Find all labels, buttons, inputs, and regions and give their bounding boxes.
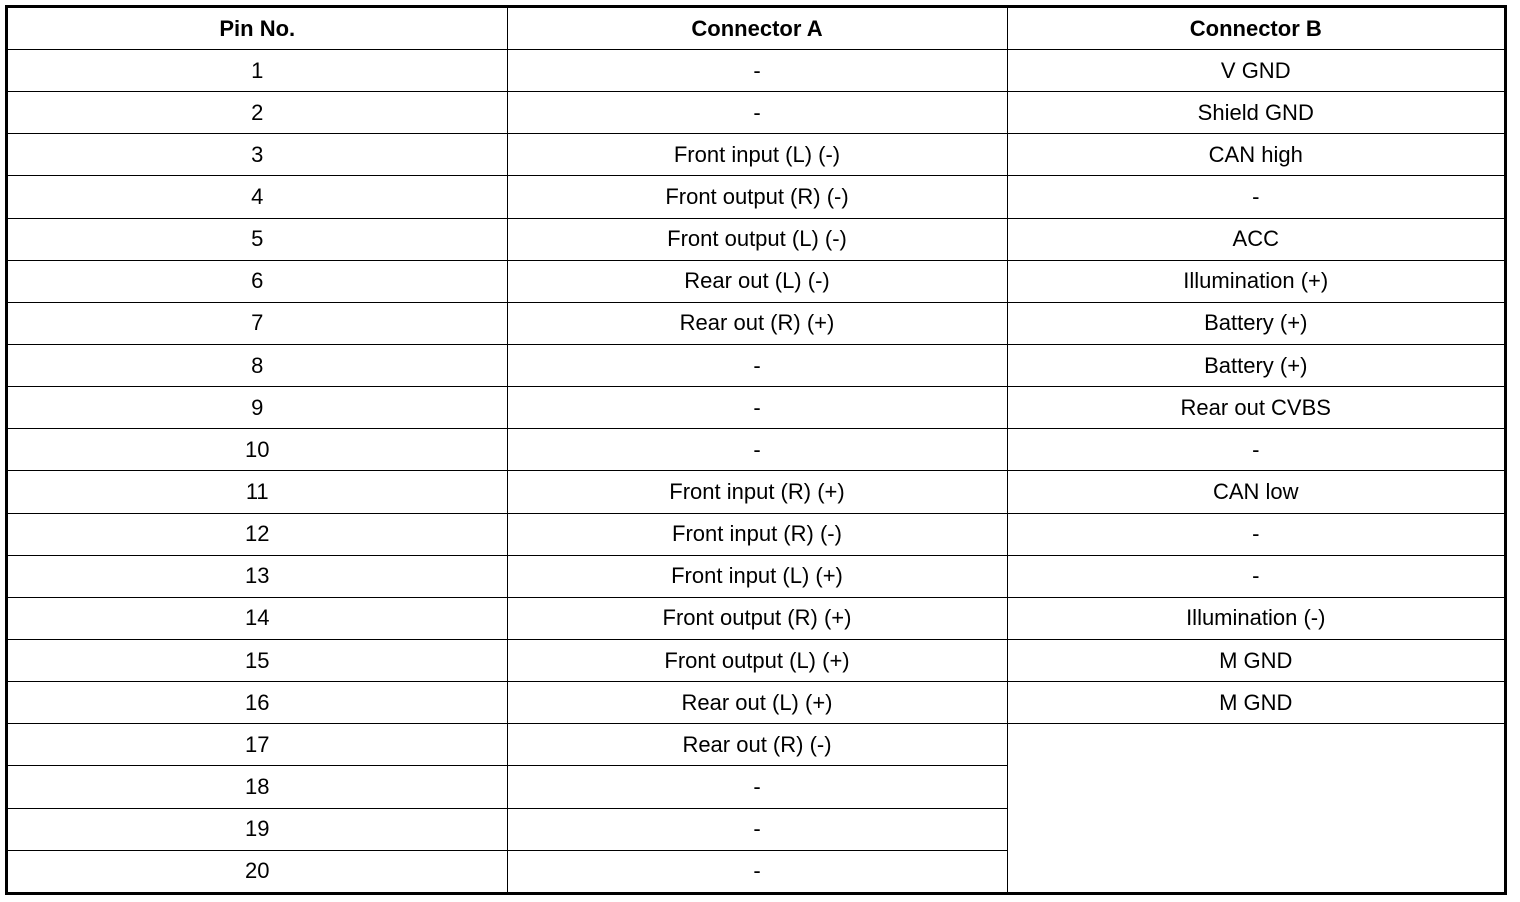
header-connector-a: Connector A	[507, 8, 1007, 50]
connector-a-cell: -	[507, 50, 1007, 92]
pin-number-cell: 2	[8, 92, 507, 134]
connector-a-cell: -	[507, 92, 1007, 134]
connector-a-cell: Front input (L) (+)	[507, 555, 1007, 597]
table-row	[8, 260, 1504, 302]
table-row	[8, 639, 1504, 681]
connector-b-cell: CAN high	[1007, 134, 1504, 176]
connector-a-cell: -	[507, 808, 1007, 850]
table-row	[8, 218, 1504, 260]
connector-b-cell: Shield GND	[1007, 92, 1504, 134]
connector-b-cell: -	[1007, 176, 1504, 218]
pin-number-cell: 11	[8, 471, 507, 513]
table-row	[8, 134, 1504, 176]
connector-a-cell: -	[507, 387, 1007, 429]
connector-a-cell: -	[507, 429, 1007, 471]
connector-b-cell: Rear out CVBS	[1007, 387, 1504, 429]
connector-a-cell: -	[507, 850, 1007, 892]
connector-a-cell: Front input (L) (-)	[507, 134, 1007, 176]
connector-b-cell: Illumination (+)	[1007, 260, 1504, 302]
pin-number-cell: 18	[8, 766, 507, 808]
pin-assignment-table-frame	[5, 5, 1507, 895]
connector-a-cell: Front input (R) (+)	[507, 471, 1007, 513]
pin-number-cell: 17	[8, 724, 507, 766]
connector-b-cell: -	[1007, 555, 1504, 597]
connector-a-cell: Front output (R) (-)	[507, 176, 1007, 218]
connector-a-cell: Rear out (L) (-)	[507, 260, 1007, 302]
pin-number-cell: 7	[8, 302, 507, 344]
pin-number-cell: 8	[8, 344, 507, 386]
connector-a-cell: Front input (R) (-)	[507, 513, 1007, 555]
table-row	[8, 682, 1504, 724]
table-row	[8, 176, 1504, 218]
connector-b-cell: Battery (+)	[1007, 344, 1504, 386]
pin-number-cell: 20	[8, 850, 507, 892]
connector-a-cell: Rear out (R) (+)	[507, 302, 1007, 344]
connector-b-cell: M GND	[1007, 682, 1504, 724]
table-row	[8, 555, 1504, 597]
pin-number-cell: 4	[8, 176, 507, 218]
connector-b-cell: -	[1007, 513, 1504, 555]
table-row	[8, 724, 1504, 766]
pin-number-cell: 10	[8, 429, 507, 471]
pin-number-cell: 6	[8, 260, 507, 302]
table-row	[8, 92, 1504, 134]
pin-number-cell: 1	[8, 50, 507, 92]
pin-number-cell: 19	[8, 808, 507, 850]
connector-a-cell: Front output (L) (-)	[507, 218, 1007, 260]
connector-a-cell: Front output (L) (+)	[507, 639, 1007, 681]
connector-b-cell: V GND	[1007, 50, 1504, 92]
connector-b-cell: Battery (+)	[1007, 302, 1504, 344]
table-row	[8, 429, 1504, 471]
pin-number-cell: 15	[8, 639, 507, 681]
table-row	[8, 513, 1504, 555]
table-row	[8, 302, 1504, 344]
connector-b-cell: Illumination (-)	[1007, 597, 1504, 639]
table-row	[8, 597, 1504, 639]
connector-b-cell: ACC	[1007, 218, 1504, 260]
pin-number-cell: 5	[8, 218, 507, 260]
table-row	[8, 50, 1504, 92]
pin-number-cell: 12	[8, 513, 507, 555]
pin-number-cell: 14	[8, 597, 507, 639]
connector-a-cell: -	[507, 766, 1007, 808]
pin-number-cell: 13	[8, 555, 507, 597]
connector-b-cell: CAN low	[1007, 471, 1504, 513]
header-pin-no: Pin No.	[8, 8, 507, 50]
pin-number-cell: 9	[8, 387, 507, 429]
pin-number-cell: 16	[8, 682, 507, 724]
table-row	[8, 387, 1504, 429]
header-connector-b: Connector B	[1007, 8, 1504, 50]
connector-a-cell: Rear out (L) (+)	[507, 682, 1007, 724]
connector-a-cell: -	[507, 344, 1007, 386]
connector-a-cell: Rear out (R) (-)	[507, 724, 1007, 766]
connector-b-cell: M GND	[1007, 639, 1504, 681]
connector-b-empty-cell	[1007, 724, 1504, 892]
pin-number-cell: 3	[8, 134, 507, 176]
connector-b-cell: -	[1007, 429, 1504, 471]
pin-assignment-table	[8, 8, 1504, 892]
connector-a-cell: Front output (R) (+)	[507, 597, 1007, 639]
table-header-row	[8, 8, 1504, 50]
table-row	[8, 471, 1504, 513]
table-row	[8, 344, 1504, 386]
